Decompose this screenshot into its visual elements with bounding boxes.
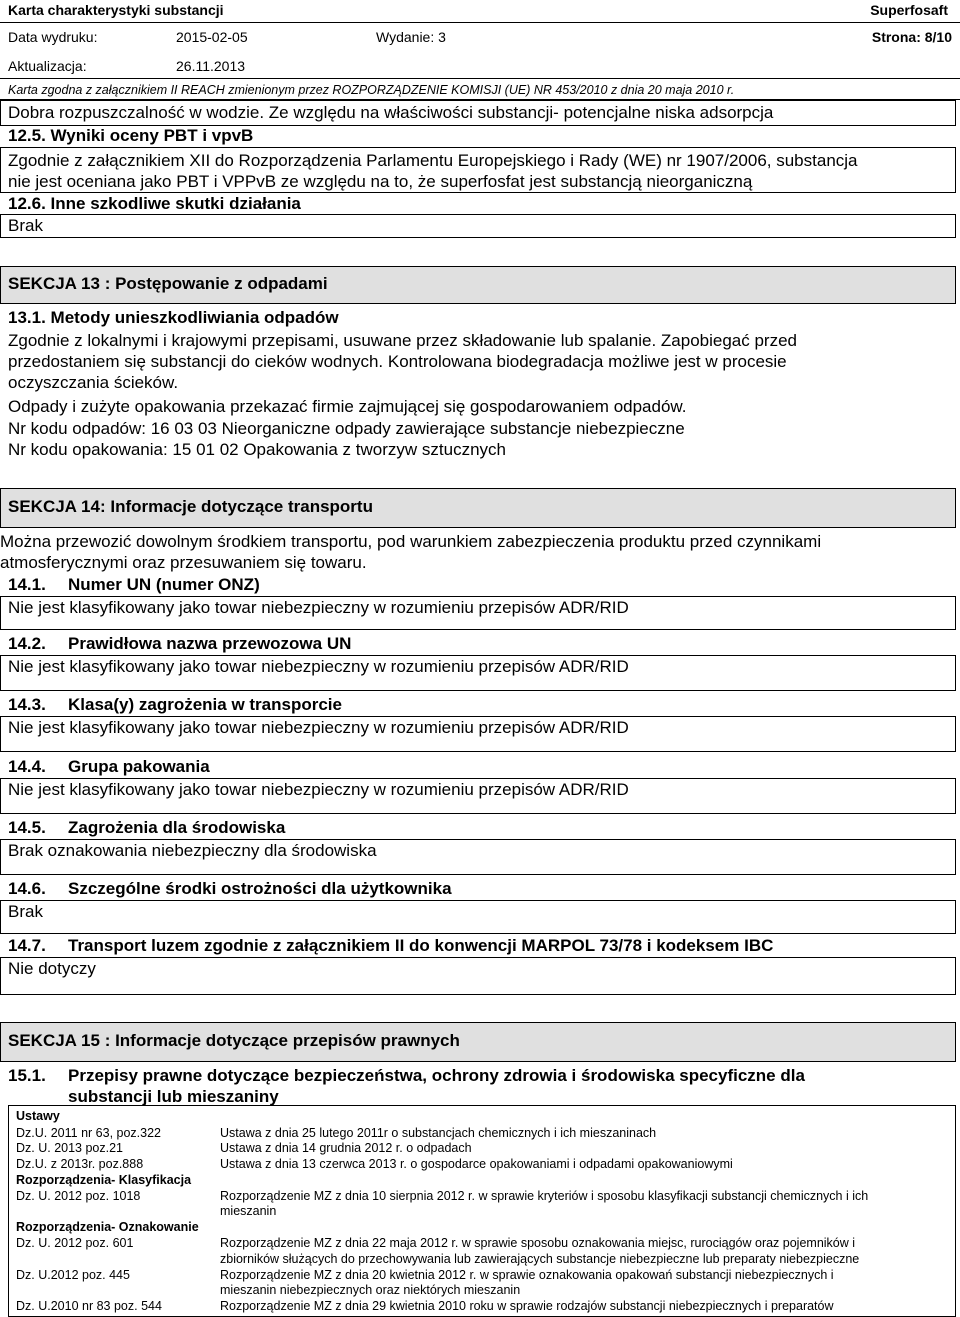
table-desc-cont: zbiorników służących do przechowywania lub zawierających substancje niebezpieczne lub preparaty niebezpieczne (220, 1252, 860, 1266)
table-desc: Ustawa z dnia 25 lutego 2011r o substancjach chemicznych i ich mieszaninach (220, 1126, 657, 1140)
table-desc: Rozporządzenie MZ z dnia 10 sierpnia 2012 r. w sprawie kryteriów i sposobu klasyfikacji substancji chemicznych i ich (220, 1189, 869, 1203)
update-label: Aktualizacja: (8, 58, 87, 74)
waste-line-1: Zgodnie z lokalnymi i krajowymi przepisami, usuwane przez składowanie lub spalanie. Zapobiegać przed (8, 331, 798, 350)
print-date: 2015-02-05 (176, 29, 248, 45)
heading-14-4-num: 14.4. (8, 757, 46, 776)
table-desc: Rozporządzenie MZ z dnia 29 kwietnia 2010 roku w sprawie rodzajów substancji niebezpiecznych i preparatów (220, 1299, 834, 1313)
regulation-note: Karta zgodna z załącznikiem II REACH zmienionym przez ROZPORZĄDZENIE KOMISJI (UE) NR 453/2010 z dnia 20 maja 2010 r. (8, 83, 735, 97)
heading-14-1-num: 14.1. (8, 575, 46, 594)
table-desc-cont: mieszanin niebezpiecznych oraz niektórych mieszanin (220, 1283, 521, 1297)
item-14-6-text: Brak (8, 902, 43, 921)
pbt-line-2: nie jest oceniana jako PBT i VPPvB ze względu na to, że superfosfat jest substancją nieorganiczną (8, 172, 753, 191)
heading-15-1-cont: substancji lub mieszaniny (68, 1087, 279, 1106)
section-15-title: SEKCJA 15 : Informacje dotyczące przepisów prawnych (8, 1031, 460, 1050)
other-effects-text: Brak (8, 216, 43, 235)
section-13-title: SEKCJA 13 : Postępowanie z odpadami (8, 274, 328, 293)
table-desc: Ustawa z dnia 13 czerwca 2013 r. o gospodarce opakowaniami i odpadami opakowaniowymi (220, 1157, 733, 1171)
item-14-7-box (0, 957, 956, 995)
solubility-text: Dobra rozpuszczalność w wodzie. Ze względu na właściwości substancji- potencjalne niska adsorpcja (8, 103, 774, 122)
heading-14-5-num: 14.5. (8, 818, 46, 837)
transport-intro-1: Można przewozić dowolnym środkiem transportu, pod warunkiem zabezpieczenia produktu przed czynnikami (0, 532, 822, 551)
table-desc: Rozporządzenie MZ z dnia 22 maja 2012 r. w sprawie sposobu oznakowania miejsc, rurociągów oraz pojemników i (220, 1236, 856, 1250)
heading-14-4: Grupa pakowania (68, 757, 210, 776)
heading-14-1: Numer UN (numer ONZ) (68, 575, 260, 594)
item-14-7-text: Nie dotyczy (8, 959, 96, 978)
packaging-code: Nr kodu opakowania: 15 01 02 Opakowania z tworzyw sztucznych (8, 440, 506, 459)
table-ref: Dz. U. 2012 poz. 601 (16, 1236, 134, 1250)
product-name: Superfosaft (870, 2, 948, 18)
table-group-classification: Rozporządzenia- Klasyfikacja (16, 1173, 192, 1187)
waste-line-4: Odpady i zużyte opakowania przekazać firmie zajmującej się gospodarowaniem odpadów. (8, 397, 687, 416)
other-effects-box (0, 214, 956, 238)
item-14-5-text: Brak oznakowania niebezpieczny dla środowiska (8, 841, 377, 860)
transport-intro-2: atmosferycznymi oraz przesuwaniem się towaru. (0, 553, 367, 572)
table-ref: Dz. U.2010 nr 83 poz. 544 (16, 1299, 162, 1313)
heading-14-2-num: 14.2. (8, 634, 46, 653)
print-date-label: Data wydruku: (8, 29, 98, 45)
section-14-title: SEKCJA 14: Informacje dotyczące transportu (8, 497, 373, 516)
table-desc-cont: mieszanin (220, 1204, 277, 1218)
waste-code: Nr kodu odpadów: 16 03 03 Nieorganiczne odpady zawierające substancje niebezpieczne (8, 419, 685, 438)
heading-14-3: Klasa(y) zagrożenia w transporcie (68, 695, 342, 714)
heading-14-6-num: 14.6. (8, 879, 46, 898)
table-ref: Dz.U. z 2013r. poz.888 (16, 1157, 144, 1171)
heading-14-3-num: 14.3. (8, 695, 46, 714)
item-14-3-text: Nie jest klasyfikowany jako towar niebezpieczny w rozumieniu przepisów ADR/RID (8, 718, 629, 737)
table-group-labelling: Rozporządzenia- Oznakowanie (16, 1220, 199, 1234)
table-desc: Rozporządzenie MZ z dnia 20 kwietnia 2012 r. w sprawie oznakowania opakowań substancji niebezpiecznych i (220, 1268, 834, 1282)
table-ref: Dz. U.2012 poz. 445 (16, 1268, 130, 1282)
edition: Wydanie: 3 (376, 29, 446, 45)
heading-14-6: Szczególne środki ostrożności dla użytkownika (68, 879, 452, 898)
heading-12-6: 12.6. Inne szkodliwe skutki działania (8, 194, 301, 213)
update-date: 26.11.2013 (176, 58, 246, 74)
waste-line-3: oczyszczania ścieków. (8, 373, 179, 392)
table-desc: Ustawa z dnia 14 grudnia 2012 r. o odpadach (220, 1141, 472, 1155)
item-14-4-text: Nie jest klasyfikowany jako towar niebezpieczny w rozumieniu przepisów ADR/RID (8, 780, 629, 799)
table-group-acts: Ustawy (16, 1109, 60, 1123)
heading-15-1: Przepisy prawne dotyczące bezpieczeństwa, ochrony zdrowia i środowiska specyficzne dla (68, 1066, 805, 1085)
heading-12-5: 12.5. Wyniki oceny PBT i vpvB (8, 126, 254, 145)
page-number: Strona: 8/10 (871, 29, 952, 45)
table-ref: Dz. U. 2012 poz. 1018 (16, 1189, 141, 1203)
heading-13-1: 13.1. Metody unieszkodliwiania odpadów (8, 308, 339, 327)
item-14-2-text: Nie jest klasyfikowany jako towar niebezpieczny w rozumieniu przepisów ADR/RID (8, 657, 629, 676)
waste-line-2: przedostaniem się substancji do cieków wodnych. Kontrolowana biodegradacja możliwe jest w procesie (8, 352, 787, 371)
heading-14-5: Zagrożenia dla środowiska (68, 818, 286, 837)
heading-15-1-num: 15.1. (8, 1066, 46, 1085)
document-title: Karta charakterystyki substancji (8, 2, 224, 18)
item-14-6-box (0, 900, 956, 934)
heading-14-2: Prawidłowa nazwa przewozowa UN (68, 634, 352, 653)
item-14-1-text: Nie jest klasyfikowany jako towar niebezpieczny w rozumieniu przepisów ADR/RID (8, 598, 629, 617)
table-ref: Dz.U. 2011 nr 63, poz.322 (16, 1126, 161, 1140)
header-divider (0, 78, 960, 79)
heading-14-7-num: 14.7. (8, 936, 46, 955)
table-ref: Dz. U. 2013 poz.21 (16, 1141, 124, 1155)
pbt-line-1: Zgodnie z załącznikiem XII do Rozporządzenia Parlamentu Europejskiego i Rady (WE) nr 1907/2006, substancja (8, 151, 858, 170)
header-divider (0, 22, 960, 23)
heading-14-7: Transport luzem zgodnie z załącznikiem II do konwencji MARPOL 73/78 i kodeksem IBC (68, 936, 774, 955)
